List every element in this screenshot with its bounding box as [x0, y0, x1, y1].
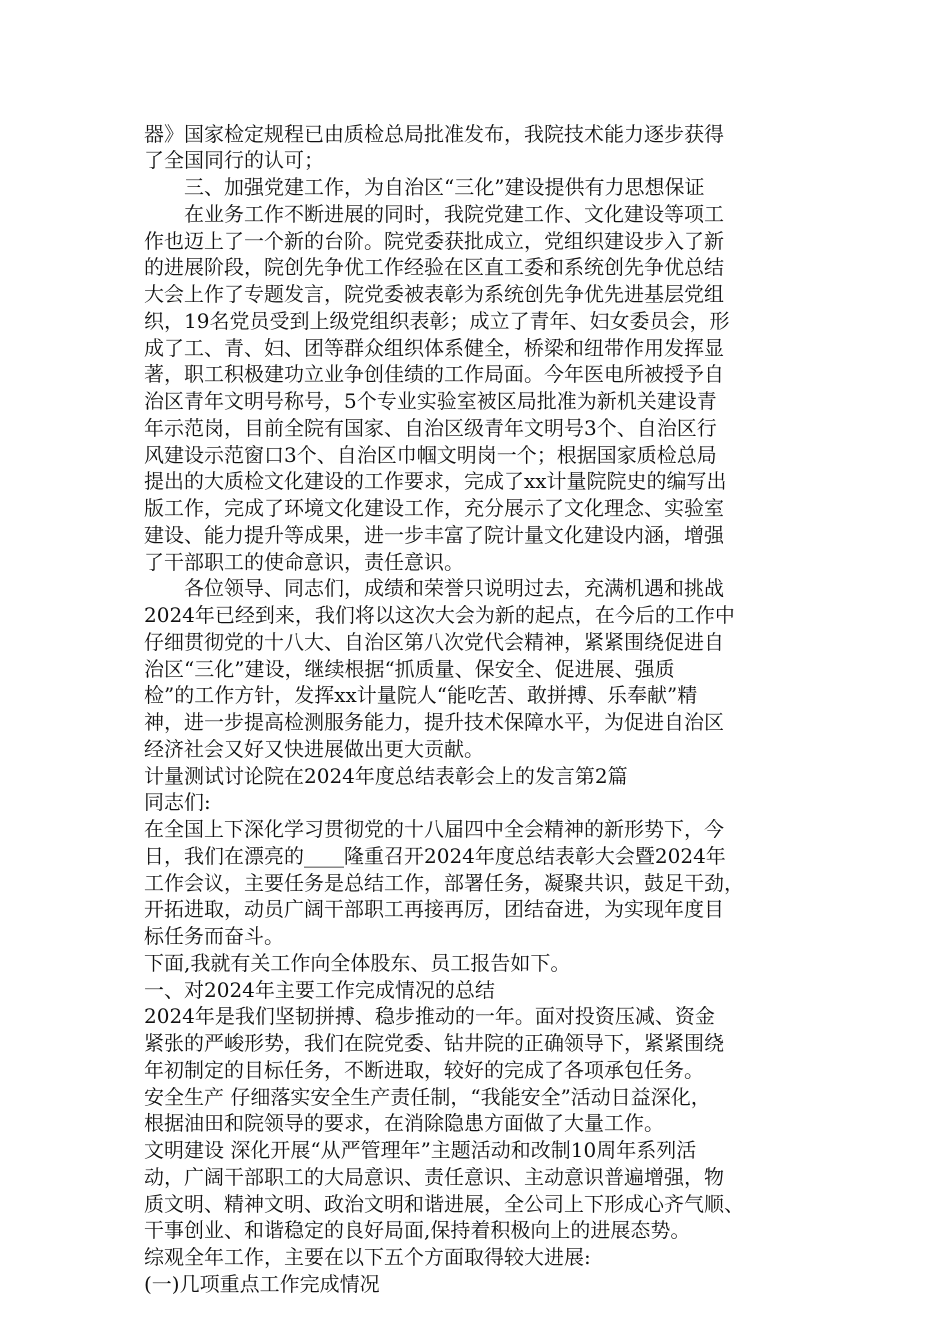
text-line: 综观全年工作，主要在以下五个方面取得较大进展: — [144, 1245, 591, 1269]
text-line: 2024年是我们坚韧拼搏、稳步推动的一年。面对投资压减、资金 — [144, 1004, 715, 1028]
article-title: 计量测试讨论院在2024年度总结表彰会上的发言第2篇 — [144, 764, 628, 788]
text-line: 在全国上下深化学习贯彻党的十八届四中全会精神的新形势下，今 — [144, 817, 724, 841]
text-line: 作也迈上了一个新的台阶。院党委获批成立，党组织建设步入了新 — [144, 229, 724, 253]
text-line: 工作会议，主要任务是总结工作，部署任务，凝聚共识，鼓足干劲， — [144, 871, 744, 895]
text-line: 检”的工作方针，发挥xx计量院人“能吃苦、敢拼搏、乐奉献”精 — [144, 683, 698, 707]
text-line: 器》国家检定规程已由质检总局批准发布，我院技术能力逐步获得 — [144, 122, 724, 146]
text-line: 在业务工作不断进展的同时，我院党建工作、文化建设等项工 — [144, 202, 724, 226]
text-line: 了全国同行的认可； — [144, 148, 324, 172]
text-line: 下面,我就有关工作向全体股东、员工报告如下。 — [144, 951, 571, 975]
text-line: 开拓进取，动员广阔干部职工再接再厉，团结奋进，为实现年度目 — [144, 897, 724, 921]
text-line: 标任务而奋斗。 — [144, 924, 284, 948]
text-line: 各位领导、同志们，成绩和荣誉只说明过去，充满机遇和挑战 — [144, 576, 724, 600]
text-line: 质文明、精神文明、政治文明和谐进展，全公司上下形成心齐气顺、 — [144, 1192, 744, 1216]
text-line: 治区青年文明号称号，5个专业实验室被区局批准为新机关建设青 — [144, 389, 717, 413]
text-line: 织，19名党员受到上级党组织表彰；成立了青年、妇女委员会，形 — [144, 309, 730, 333]
text-line: 大会上作了专题发言，院党委被表彰为系统创先争优先进基层党组 — [144, 282, 724, 306]
text-line: 建设、能力提升等成果，进一步丰富了院计量文化建设内涵，增强 — [144, 523, 724, 547]
text-line: 年示范岗，目前全院有国家、自治区级青年文明号3个、自治区行 — [144, 416, 717, 440]
subsection-heading: (一)几项重点工作完成情况 — [144, 1272, 380, 1296]
text-line: 年初制定的目标任务，不断进取，较好的完成了各项承包任务。 — [144, 1058, 704, 1082]
text-line: 文明建设 深化开展“从严管理年”主题活动和改制10周年系列活 — [144, 1138, 697, 1162]
text-line: 风建设示范窗口3个、自治区巾帼文明岗一个；根据国家质检总局 — [144, 443, 717, 467]
text-line: 的进展阶段，院创先争优工作经验在区直工委和系统创先争优总结 — [144, 255, 724, 279]
text-line: 紧张的严峻形势，我们在院党委、钻井院的正确领导下，紧紧围绕 — [144, 1031, 724, 1055]
text-line: 经济社会又好又快进展做出更大贡献。 — [144, 737, 484, 761]
text-line: 治区“三化”建设，继续根据“抓质量、保安全、促进展、强质 — [144, 657, 675, 681]
text-line: 成了工、青、妇、团等群众组织体系健全，桥梁和纽带作用发挥显 — [144, 336, 724, 360]
text-line: 了干部职工的使命意识，责任意识。 — [144, 550, 464, 574]
text-line: 干事创业、和谐稳定的良好局面,保持着积极向上的进展态势。 — [144, 1218, 691, 1242]
text-line: 动，广阔干部职工的大局意识、责任意识、主动意识普遍增强，物 — [144, 1165, 724, 1189]
text-line: 日，我们在漂亮的____隆重召开2024年度总结表彰大会暨2024年 — [144, 844, 726, 868]
text-line: 安全生产 仔细落实安全生产责任制，“我能安全”活动日益深化， — [144, 1085, 711, 1109]
salutation: 同志们: — [144, 790, 211, 814]
section-heading: 一、对2024年主要工作完成情况的总结 — [144, 978, 495, 1002]
text-line: 版工作，完成了环境文化建设工作，充分展示了文化理念、实验室 — [144, 496, 724, 520]
section-heading: 三、加强党建工作，为自治区“三化”建设提供有力思想保证 — [144, 175, 705, 199]
text-line: 提出的大质检文化建设的工作要求，完成了xx计量院院史的编写出 — [144, 469, 727, 493]
text-line: 根据油田和院领导的要求，在消除隐患方面做了大量工作。 — [144, 1111, 664, 1135]
text-line: 2024年已经到来，我们将以这次大会为新的起点，在今后的工作中 — [144, 603, 735, 627]
text-line: 神，进一步提高检测服务能力，提升技术保障水平，为促进自治区 — [144, 710, 724, 734]
text-line: 仔细贯彻党的十八大、自治区第八次党代会精神，紧紧围绕促进自 — [144, 630, 724, 654]
text-line: 著，职工积极建功立业争创佳绩的工作局面。今年医电所被授予自 — [144, 362, 724, 386]
